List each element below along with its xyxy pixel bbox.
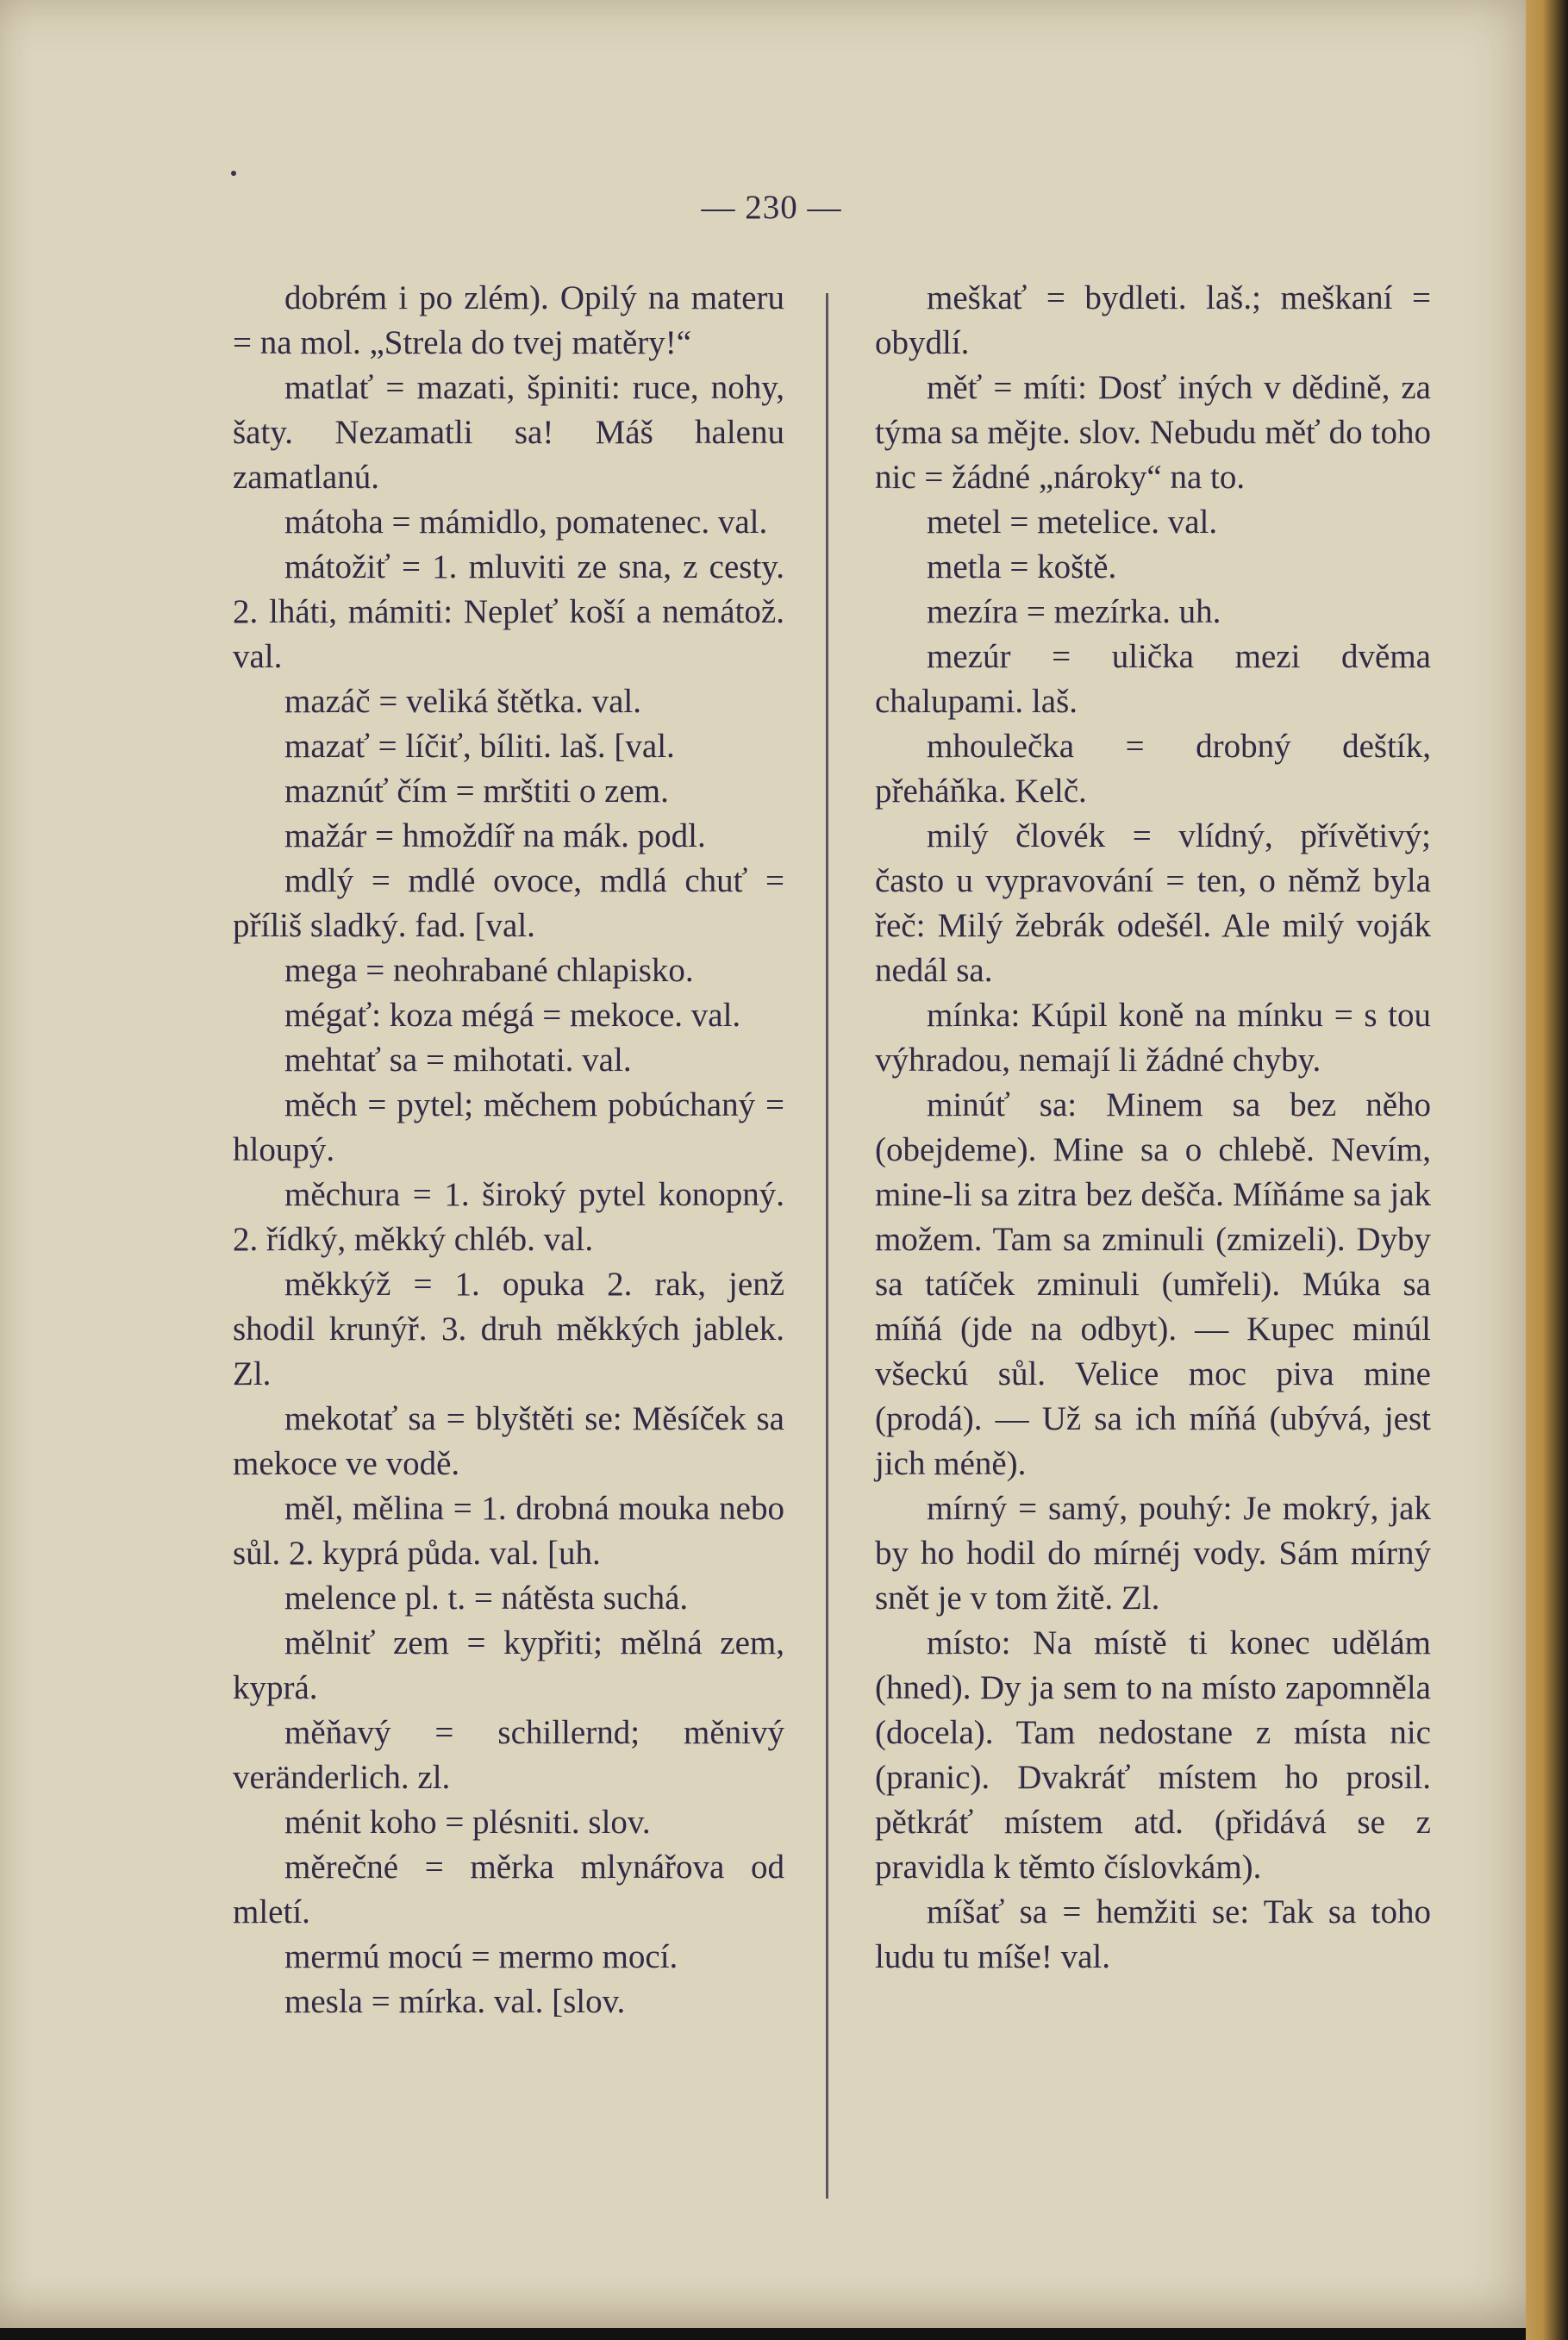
dictionary-entry: mírný = samý, pouhý: Je mokrý, jak by ho hodil do mírnéj vody. Sám mírný snět je v tom žitě. Zl. bbox=[875, 1490, 1431, 1617]
dictionary-entry: mdlý = mdlé ovoce, mdlá chuť = příliš sladký. fad. [val. bbox=[233, 862, 784, 944]
dictionary-entry: metel = metelice. val. bbox=[927, 504, 1218, 541]
book-spine bbox=[1526, 0, 1568, 2340]
dictionary-entry: ménit koho = plésniti. slov. bbox=[284, 1804, 651, 1841]
column-divider bbox=[826, 293, 828, 2199]
dictionary-entry: mekotať sa = blyštěti se: Měsíček sa mekoce ve vodě. bbox=[233, 1400, 784, 1482]
dictionary-entry: mínka: Kúpil koně na mínku = s tou výhradou, nemají li žádné chyby. bbox=[875, 997, 1431, 1079]
dictionary-entry: místo: Na místě ti konec udělám (hned). Dy ja sem to na místo zapomněla (docela). Tam nedostane z místa nic (pranic). Dvakráť místem ho prosil. pětkráť místem atd. (přidává se z pravidla k těmto číslovkám). bbox=[875, 1624, 1431, 1886]
dictionary-entry: měch = pytel; měchem pobúchaný = hloupý. bbox=[233, 1086, 784, 1168]
dictionary-entry: mazáč = veliká štětka. val. bbox=[284, 683, 641, 720]
dictionary-entry: mažár = hmoždíř na mák. podl. bbox=[284, 817, 706, 854]
dictionary-entry: dobrém i po zlém). Opilý na materu = na mol. „Strela do tvej matěry!“ bbox=[233, 279, 784, 361]
dictionary-entry: mesla = mírka. val. [slov. bbox=[284, 1983, 626, 2020]
dictionary-entry: melence pl. t. = nátěsta suchá. bbox=[284, 1580, 689, 1617]
dictionary-entry: maznúť čím = mrštiti o zem. bbox=[284, 773, 669, 810]
dictionary-entry: měrečné = měrka mlynářova od mletí. bbox=[233, 1849, 784, 1930]
dictionary-entry: měňavý = schillernd; měnivý veränderlich. zl. bbox=[233, 1714, 784, 1796]
ink-speck bbox=[231, 171, 236, 176]
left-column bbox=[233, 276, 784, 2024]
dictionary-entry: mělniť zem = kypřiti; mělná zem, kyprá. bbox=[233, 1624, 784, 1706]
dictionary-entry: mazať = líčiť, bíliti. laš. [val. bbox=[284, 728, 675, 765]
dictionary-entry: měl, mělina = 1. drobná mouka nebo sůl. 2. kyprá půda. val. [uh. bbox=[233, 1490, 784, 1572]
dictionary-entry: metla = koště. bbox=[927, 548, 1117, 585]
dictionary-entry: měkkýž = 1. opuka 2. rak, jenž shodil krunýř. 3. druh měkkých jablek. Zl. bbox=[233, 1266, 784, 1392]
dictionary-entry: minúť sa: Minem sa bez něho (obejdeme). Mine sa o chlebě. Nevím, mine-li sa zitra bez dešča. Míňáme sa jak možem. Tam sa zminuli (zmizeli). Dyby sa tatíček zminuli (umřeli). Múka sa míňá (jde na odbyt). — Kupec minúl všeckú sůl. Velice moc piva mine (prodá). — Už sa ich míňá (ubývá, jest jich méně). bbox=[875, 1086, 1431, 1482]
dictionary-entry: mezúr = ulička mezi dvěma chalupami. laš. bbox=[875, 638, 1431, 720]
dictionary-entry: mermú mocú = mermo mocí. bbox=[284, 1938, 678, 1975]
dictionary-entry: mátožiť = 1. mluviti ze sna, z cesty. 2. lháti, mámiti: Nepleť koší a nemátož. val. bbox=[233, 548, 784, 675]
dictionary-entry: milý človék = vlídný, přívětivý; často u vypravování = ten, o němž byla řeč: Milý žebrák odešél. Ale milý voják nedál sa. bbox=[875, 817, 1431, 989]
dictionary-entry: mezíra = mezírka. uh. bbox=[927, 593, 1221, 630]
dictionary-entry: míšať sa = hemžiti se: Tak sa toho ludu tu míše! val. bbox=[875, 1893, 1431, 1975]
dictionary-entry: měchura = 1. široký pytel konopný. 2. řídký, měkký chléb. val. bbox=[233, 1176, 784, 1258]
page-number: — 230 — bbox=[701, 189, 842, 226]
dictionary-entry: mhoulečka = drobný deštík, přeháňka. Kelč. bbox=[875, 728, 1431, 810]
dictionary-entry: mégať: koza mégá = mekoce. val. bbox=[284, 997, 741, 1034]
dictionary-entry: mega = neohrabané chlapisko. bbox=[284, 952, 694, 989]
dictionary-entry: meškať = bydleti. laš.; meškaní = obydlí. bbox=[875, 279, 1431, 361]
dictionary-entry: matlať = mazati, špiniti: ruce, nohy, šaty. Nezamatli sa! Máš halenu zamatlanú. bbox=[233, 369, 784, 496]
dictionary-entry: měť = míti: Dosť iných v dědině, za týma sa mějte. slov. Nebudu měť do toho nic = žádné „nároky“ na to. bbox=[875, 369, 1431, 496]
dictionary-entry: mehtať sa = mihotati. val. bbox=[284, 1042, 632, 1079]
right-column bbox=[875, 276, 1431, 1980]
dictionary-entry: mátoha = mámidlo, pomatenec. val. bbox=[284, 504, 768, 541]
